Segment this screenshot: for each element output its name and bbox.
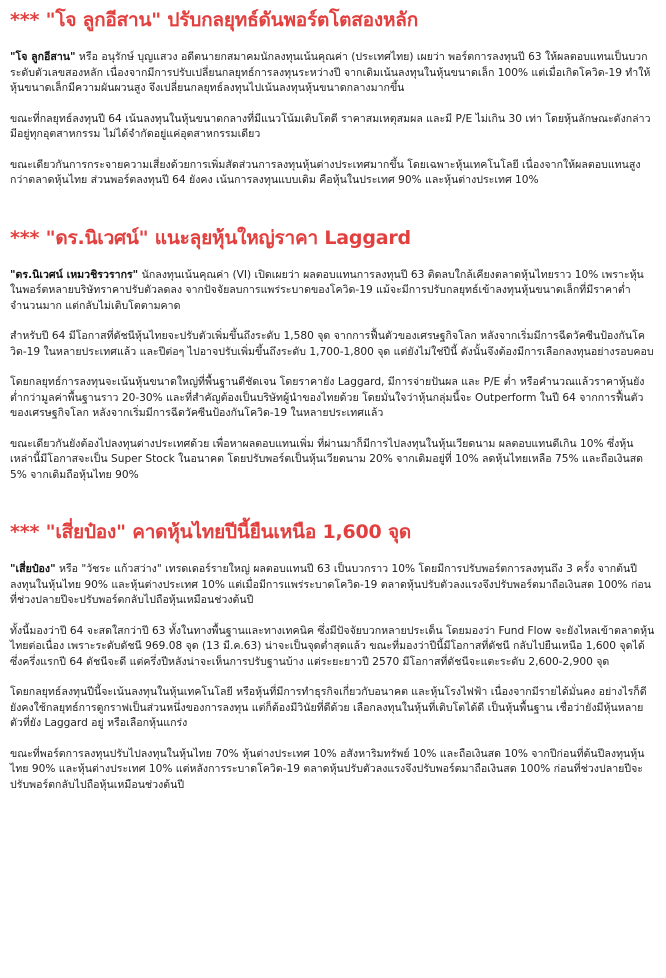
paragraph bbox=[10, 437, 656, 484]
section-joe-luk-isan bbox=[10, 8, 656, 189]
paragraph bbox=[10, 329, 656, 360]
paragraph-text: ขณะเดียวกันยังต้องไปลงทุนต่างประเทศด้วย เพื่อหาผลตอบแทนเพิ่ม ที่ผ่านมาก็มีการไปลงทุนในหุ้นเวียดนาม ผลตอบแทนดีเกิน 10% ซึ่งหุ้นเหล่านี้มีโอกาสจะเป็น Super Stock ในอนาคต โดยปรับพอร์ตเป็นหุ้นเวียดนาม 20% จากเดิมอยู่ที่ 10% ลดหุ้นไทยเหลือ 75% และถือเงินสด 5% จากเดิมถือหุ้นไทย 90% bbox=[10, 437, 644, 481]
paragraph-lead: "ดร.นิเวศน์ เหมวชิรวรากร" bbox=[10, 268, 139, 281]
paragraph bbox=[10, 624, 656, 671]
paragraph bbox=[10, 50, 656, 97]
section-sia-pong bbox=[10, 520, 656, 793]
paragraph-text: ทั้งนี้มองว่าปี 64 จะสดใสกว่าปี 63 ทั้งในทางพื้นฐานและทางเทคนิค ซึ่งมีปัจจัยบวกหลายประเด็น โดยมองว่า Fund Flow จะยังไหลเข้าตลาดหุ้นไทยต่อเนื่อง เพราะระดับดัชนี 969.08 จุด (13 มี.ค.63) น่าจะเป็นจุดต่ำสุดแล้ว ขณะที่มองว่าปีนี้มีโอกาสที่ดัชนี กลับไปยืนเหนือ 1,600 จุดได้ ซึ่งครึ่งแรกปี 64 ดัชนีจะดี แต่ครึ่งปีหลังน่าจะเห็นการปรับฐานบ้าง แต่ระยะยาวปี 2570 มีโอกาสที่ดัชนีจะแตะระดับ 2,600-2,900 จุด bbox=[10, 624, 655, 668]
section-dr-niwes bbox=[10, 226, 656, 484]
paragraph bbox=[10, 158, 656, 189]
paragraph-lead: "โจ ลูกอีสาน" bbox=[10, 51, 76, 63]
paragraph-text: หรือ "วัชระ แก้วสว่าง" เทรดเดอร์รายใหญ่ ผลตอบแทนปี 63 เป็นบวกราว 10% โดยมีการปรับพอร์ตการลงทุนถึง 3 ครั้ง จากต้นปีลงทุนในหุ้นไทย 90% และหุ้นต่างประเทศ 10% แต่เมื่อมีการแพร่ระบาดโควิด-19 ตลาดหุ้นปรับตัวลงแรงจึงปรับพอร์ตมาถือเงินสด 100% ก่อนที่ช่วงปลายปีจะปรับพอร์ตกลับไปถือหุ้นเหมือนช่วงต้นปี bbox=[10, 563, 652, 606]
section-spacer bbox=[10, 498, 656, 520]
paragraph-lead: "เสี่ยป๋อง" bbox=[10, 563, 56, 575]
paragraph bbox=[10, 375, 656, 422]
paragraph bbox=[10, 562, 656, 609]
paragraph-text: โดยกลยุทธ์การลงทุนจะเน้นหุ้นขนาดใหญ่ที่พื้นฐานดีชัดเจน โดยราคายัง Laggard, มีการจ่ายปันผล และ P/E ต่ำ หรือคำนวณแล้วราคาหุ้นยังต่ำกว่ามูลค่าพื้นฐานราว 20-30% และที่สำคัญต้องเป็นบริษัทผู้นำของไทยด้วย โดยมั่นใจว่าหุ้นกลุ่มนี้จะ Outperform ในปี 64 จากการฟื้นตัวของเศรษฐกิจโลก หลังจากเริ่มมีการฉีดวัคซีนป้องกันโควิด-19 ในหลายประเทศแล้ว bbox=[10, 376, 645, 419]
paragraph-text: หรือ อนุรักษ์ บุญแสวง อดีตนายกสมาคมนักลงทุนเน้นคุณค่า (ประเทศไทย) เผยว่า พอร์ตการลงทุนปี 63 ให้ผลตอบแทนเป็นบวกระดับตัวเลขสองหลัก เนื่องจากมีการปรับเปลี่ยนกลยุทธ์การลงทุนระหว่างปี จากเดิมเน้นลงทุนในหุ้นขนาดเล็ก 100% แต่เมื่อเกิดโควิด-19 ทำให้หุ้นขนาดเล็กมีความผันผวนสูง จึงเปลี่ยนกลยุทธ์ลงทุนไปเน้นลงทุนหุ้นขนาดกลางมากขึ้น bbox=[10, 51, 651, 94]
paragraph bbox=[10, 112, 656, 143]
paragraph-text: นักลงทุนเน้นคุณค่า (VI) เปิดเผยว่า ผลตอบแทนการลงทุนปี 63 ติดลบใกล้เคียงตลาดหุ้นไทยราว 10% เพราะหุ้นในพอร์ตหลายบริษัทราคาปรับตัวลดลง จากปัจจัยลบการแพร่ระบาดของโควิด-19 แม้จะมีการปรับกลยุทธ์เข้าลงทุนหุ้นขนาดเล็กที่มีราคาต่ำจำนวนมาก แต่กลับไม่เติบโตตามคาด bbox=[10, 268, 644, 312]
section-heading: *** "เสี่ยป๋อง" คาดหุ้นไทยปีนี้ยืนเหนือ 1,600 จุด bbox=[10, 521, 412, 543]
paragraph-text: สำหรับปี 64 มีโอกาสที่ดัชนีหุ้นไทยจะปรับตัวเพิ่มขึ้นถึงระดับ 1,580 จุด จากการฟื้นตัวของเศรษฐกิจโลก หลังจากเริ่มมีการฉีดวัคซีนป้องกันโควิด-19 ในหลายประเทศแล้ว และปีต่อๆ ไปอาจปรับเพิ่มขึ้นถึงระดับ 1,700-1,800 จุด แต่ยังไม่ใช่ปีนี้ ดังนั้นจึงต้องมีการเลือกลงทุนอย่างรอบคอบ bbox=[10, 330, 654, 358]
paragraph-text: โดยกลยุทธ์ลงทุนปีนี้จะเน้นลงทุนในหุ้นเทคโนโลยี หรือหุ้นที่มีการทำธุรกิจเกี่ยวกับอนาคต และหุ้นโรงไฟฟ้า เนื่องจากมีรายได้มั่นคง อย่างไรก็ดียังคงใช้กลยุทธ์การดูกราฟเป็นส่วนหนึ่งของการลงทุน แต่ก็ต้องมีวินัยที่ดีด้วย เลือกลงทุนในหุ้นที่เติบโตได้ดี เป็นหุ้นพื้นฐาน เชื่อว่ายังมีหุ้นหลายตัวที่ยัง Laggard อยู่ หรือเลือกหุ้นแกร่ง bbox=[10, 686, 647, 729]
section-heading: *** "โจ ลูกอีสาน" ปรับกลยุทธ์ดันพอร์ตโตสองหลัก bbox=[10, 9, 419, 31]
section-heading: *** "ดร.นิเวศน์" แนะลุยหุ้นใหญ่ราคา Laggard bbox=[10, 226, 411, 249]
paragraph-text: ขณะที่พอร์ตการลงทุนปรับไปลงทุนในหุ้นไทย 70% หุ้นต่างประเทศ 10% อสังหาริมทรัพย์ 10% และถือเงินสด 10% จากปีก่อนที่ต้นปีลงทุนหุ้นไทย 90% และหุ้นต่างประเทศ 10% แต่หลังการระบาดโควิด-19 ตลาดหุ้นปรับตัวลงแรงจึงปรับพอร์ตมาถือเงินสด 100% ก่อนที่ช่วงปลายปีจะปรับพอร์ตกลับไปถือหุ้นเหมือนช่วงต้นปี bbox=[10, 747, 645, 791]
paragraph-text: ขณะที่กลยุทธ์ลงทุนปี 64 เน้นลงทุนในหุ้นขนาดกลางที่มีแนวโน้มเติบโตดี ราคาสมเหตุสมผล และมี P/E ไม่เกิน 30 เท่า โดยหุ้นลักษณะดังกล่าวมีอยู่ทุกอุตสาหกรรม ไม่ได้จำกัดอยู่แค่อุตสาหกรรมเดียว bbox=[10, 112, 651, 140]
paragraph-text: ขณะเดียวกันการกระจายความเสี่ยงด้วยการเพิ่มสัดส่วนการลงทุนหุ้นต่างประเทศมากขึ้น โดยเฉพาะหุ้นเทคโนโลยี เนื่องจากให้ผลตอบแทนสูงกว่าตลาดหุ้นไทย ส่วนพอร์ตลงทุนปี 64 ยังคง เน้นการลงทุนแบบเดิม คือหุ้นในประเทศ 90% และหุ้นต่างประเทศ 10% bbox=[10, 158, 641, 186]
section-spacer bbox=[10, 204, 656, 226]
paragraph bbox=[10, 268, 656, 315]
paragraph bbox=[10, 747, 656, 794]
paragraph bbox=[10, 685, 656, 732]
